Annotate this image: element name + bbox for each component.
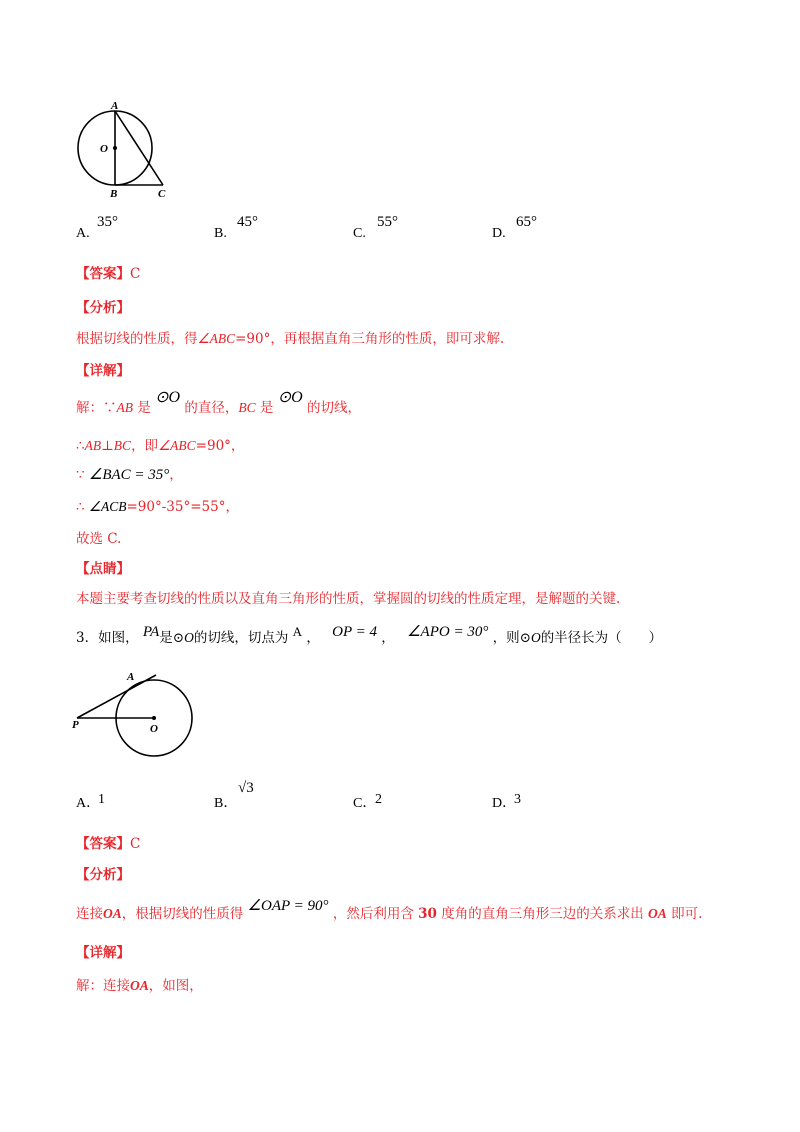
q3-analysis-text xyxy=(76,898,703,923)
q3-analysis-p5: 即可. xyxy=(671,906,703,922)
q2-analysis-text xyxy=(76,327,504,347)
q2-answer-value: C xyxy=(130,266,141,282)
q2-analysis-angle: ∠ABC xyxy=(197,331,236,346)
q3-stem-s2: 的切线，切点为 xyxy=(193,630,289,646)
q3-option-d-letter: D． xyxy=(492,796,517,811)
q3-stem-point-a: A xyxy=(292,624,303,639)
q2-detail-line5: 故选 C. xyxy=(76,531,122,547)
q2-option-b-letter: B. xyxy=(214,226,227,241)
q3-option-a-value: 1 xyxy=(98,792,105,807)
q2-center-dot xyxy=(113,146,117,150)
q2-label-a: A xyxy=(111,100,119,112)
q3-option-d-value: 3 xyxy=(514,792,521,807)
q2-detail2-p4: =90°， xyxy=(195,438,245,454)
q3-answer xyxy=(76,832,140,852)
q2-detail2-bc: BC xyxy=(113,438,132,453)
q2-detail1-ab: AB xyxy=(116,400,133,415)
q2-option-a-letter: A. xyxy=(76,226,90,241)
q2-detail-line4 xyxy=(76,495,239,515)
q3-answer-value: C xyxy=(130,836,141,852)
q3-stem-apo: ∠APO = 30° xyxy=(407,624,489,640)
q2-label-o: O xyxy=(100,143,108,155)
q2-detail3-comma: ， xyxy=(169,467,183,483)
q2-detail2-angle: ∠ABC xyxy=(158,438,196,453)
q3-option-c-value: 2 xyxy=(375,792,382,807)
q2-option-b-value: 45° xyxy=(237,214,258,230)
q2-detail1-p4: 是 xyxy=(259,400,274,416)
q3-analysis-oa-2: OA xyxy=(648,906,667,921)
q2-detail4-p2: =90°-35°=55°， xyxy=(126,499,239,515)
q3-detail-line1 xyxy=(76,974,203,994)
q3-stem-s6: 的半径长为（ ） xyxy=(540,630,663,646)
q3-label-a: A xyxy=(127,671,135,683)
q3-analysis-p1: 连接 xyxy=(76,906,103,922)
q2-option-a-value: 35° xyxy=(97,214,118,230)
q2-detail3-because: ∵ xyxy=(76,467,85,483)
q3-option-b-letter: B． xyxy=(214,796,238,811)
q3-detail1-oa: OA xyxy=(130,978,149,993)
q2-answer xyxy=(76,262,140,282)
q2-analysis-p1: 根据切线的性质，得 xyxy=(76,331,198,347)
q2-detail3-expr: ∠BAC = 35° xyxy=(88,467,170,483)
q3-detail1-p2: ，如图， xyxy=(148,978,203,994)
q2-detail1-bc: BC xyxy=(238,400,256,415)
q2-option-c-value: 55° xyxy=(377,214,398,230)
q2-figure xyxy=(70,98,180,202)
q2-detail2-p3: ，即 xyxy=(131,438,159,454)
q2-detail-line1 xyxy=(76,389,361,417)
q3-stem-s1: 是⊙ xyxy=(159,630,185,646)
q3-option-a-letter: A． xyxy=(76,796,101,811)
q3-stem-s4: ， xyxy=(381,630,395,646)
q2-analysis-tag: 【分析】 xyxy=(76,300,130,316)
q3-label-p: P xyxy=(72,719,79,731)
q3-stem-o1: O xyxy=(184,630,194,645)
q2-detail-line2 xyxy=(76,434,244,454)
q2-label-b: B xyxy=(110,188,118,200)
q2-detail2-ab: AB xyxy=(84,438,102,453)
q3-stem-num: 3．如图， xyxy=(76,630,139,646)
q3-detail1-p1: 解：连接 xyxy=(76,978,130,994)
q3-analysis-p3: ，然后利用含 xyxy=(332,906,414,922)
q3-analysis-p2: ，根据切线的性质得 xyxy=(121,906,244,922)
q3-stem-s3: ， xyxy=(306,630,320,646)
q3-option-b-value: √3 xyxy=(238,780,254,796)
q2-option-d-value: 65° xyxy=(516,214,537,230)
q2-line-ac xyxy=(115,111,163,185)
q3-analysis-30: 30 xyxy=(418,906,437,922)
q2-detail1-circle-o: ⊙O xyxy=(155,389,181,406)
q2-detail1-circle-o-2: ⊙O xyxy=(277,389,303,406)
q2-option-c-letter: C. xyxy=(353,226,366,241)
q3-option-c-letter: C． xyxy=(353,796,377,811)
q3-center-dot xyxy=(152,716,156,720)
q3-detail-tag: 【详解】 xyxy=(76,945,130,961)
q2-detail4-therefore: ∴ xyxy=(76,499,85,515)
q3-stem-s5: ，则⊙ xyxy=(492,630,531,646)
q3-stem-op: OP = 4 xyxy=(332,624,377,640)
q3-label-o: O xyxy=(150,723,158,735)
q2-analysis-p2: =90°，再根据直角三角形的性质，即可求解. xyxy=(235,331,505,347)
q3-analysis-oa: OA xyxy=(103,906,122,921)
q3-analysis-tag: 【分析】 xyxy=(76,867,130,883)
q2-option-d-letter: D. xyxy=(492,226,506,241)
q2-comment-text: 本题主要考查切线的性质以及直角三角形的性质，掌握圆的切线的性质定理，是解题的关键. xyxy=(76,591,621,607)
q2-detail2-perp: ⊥ xyxy=(101,438,114,454)
q2-comment-tag: 【点睛】 xyxy=(76,561,130,577)
q3-stem-pa: PA xyxy=(142,624,160,640)
q3-stem-o2: O xyxy=(530,630,541,645)
q2-label-c: C xyxy=(158,188,166,200)
q3-answer-tag: 【答案】 xyxy=(76,836,130,852)
q3-analysis-expr: ∠OAP = 90° xyxy=(247,898,329,914)
q2-detail-tag: 【详解】 xyxy=(76,363,130,379)
q3-stem xyxy=(76,626,662,647)
q2-answer-tag: 【答案】 xyxy=(76,266,130,282)
q3-analysis-p4: 度角的直角三角形三边的关系求出 xyxy=(441,906,644,922)
q2-detail1-p5: 的切线， xyxy=(306,400,361,416)
q2-detail4-angle: ∠ACB xyxy=(88,499,127,514)
q2-detail2-p1: ∴ xyxy=(76,438,85,454)
q2-detail-line3 xyxy=(76,463,183,484)
q2-detail1-p3: 的直径， xyxy=(184,400,239,416)
q2-detail1-p2: 是 xyxy=(137,400,151,416)
q3-figure xyxy=(70,664,200,764)
q2-detail1-p1: 解：∵ xyxy=(76,400,117,416)
